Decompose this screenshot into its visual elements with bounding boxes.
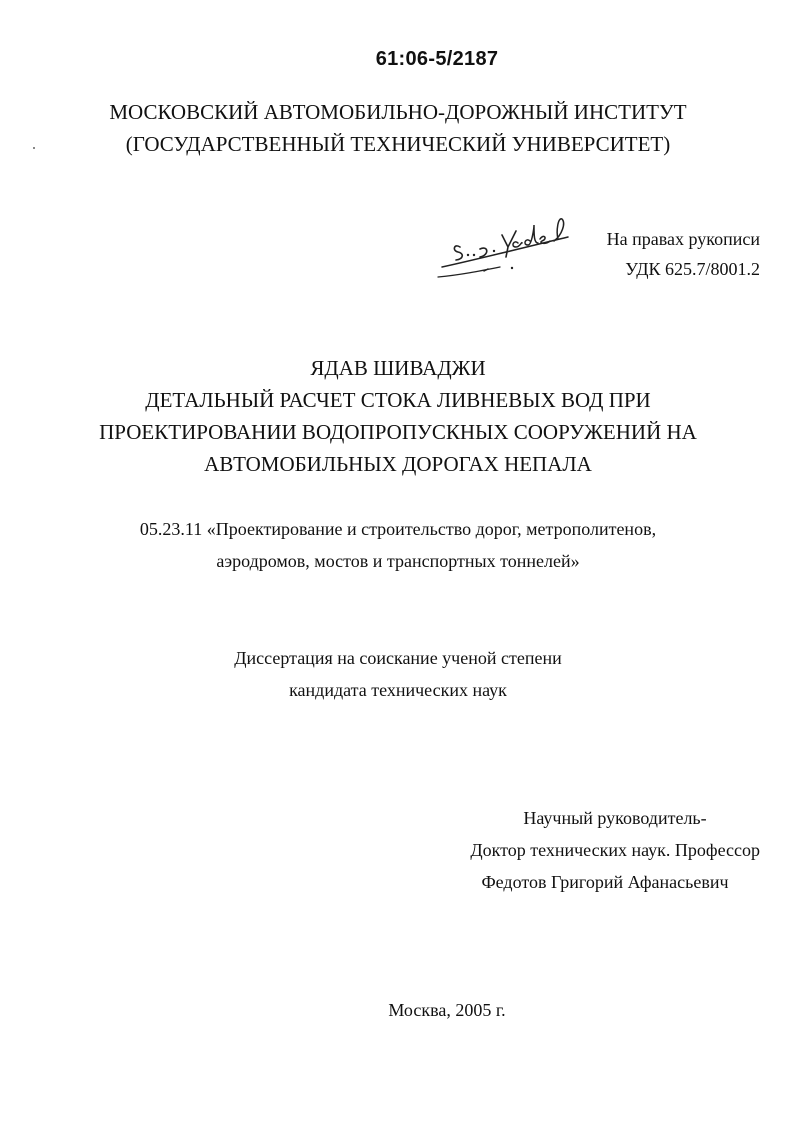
institute-name-line1: МОСКОВСКИЙ АВТОМОБИЛЬНО-ДОРОЖНЫЙ ИНСТИТУТ bbox=[109, 100, 687, 124]
author-signature bbox=[430, 205, 580, 285]
author-name: ЯДАВ ШИВАДЖИ bbox=[310, 356, 486, 380]
city-year: Москва, 2005 г. bbox=[388, 1000, 506, 1020]
thesis-title-line3: АВТОМОБИЛЬНЫХ ДОРОГАХ НЕПАЛА bbox=[204, 452, 592, 476]
specialty-line1: 05.23.11 «Проектирование и строительство дорог, метрополитенов, bbox=[139, 519, 657, 539]
dissertation-line2: кандидата технических наук bbox=[289, 680, 507, 700]
thesis-title-line2: ПРОЕКТИРОВАНИИ ВОДОПРОПУСКНЫХ СООРУЖЕНИЙ НА bbox=[99, 420, 697, 444]
supervisor-degree: Доктор технических наук. Профессор bbox=[470, 840, 760, 860]
institute-name-line2: (ГОСУДАРСТВЕННЫЙ ТЕХНИЧЕСКИЙ УНИВЕРСИТЕТ) bbox=[125, 132, 671, 156]
specialty-line2: аэродромов, мостов и транспортных тоннелей» bbox=[216, 551, 580, 571]
supervisor-role: Научный руководитель- bbox=[523, 808, 707, 828]
thesis-title-line1: ДЕТАЛЬНЫЙ РАСЧЕТ СТОКА ЛИВНЕВЫХ ВОД ПРИ bbox=[145, 388, 651, 412]
dissertation-line1: Диссертация на соискание ученой степени bbox=[234, 648, 562, 668]
archive-code: 61:06-5/2187 bbox=[375, 48, 499, 70]
manuscript-rights: На правах рукописи bbox=[606, 229, 760, 249]
supervisor-name: Федотов Григорий Афанасьевич bbox=[481, 872, 729, 892]
udc-code: УДК 625.7/8001.2 bbox=[625, 259, 760, 279]
